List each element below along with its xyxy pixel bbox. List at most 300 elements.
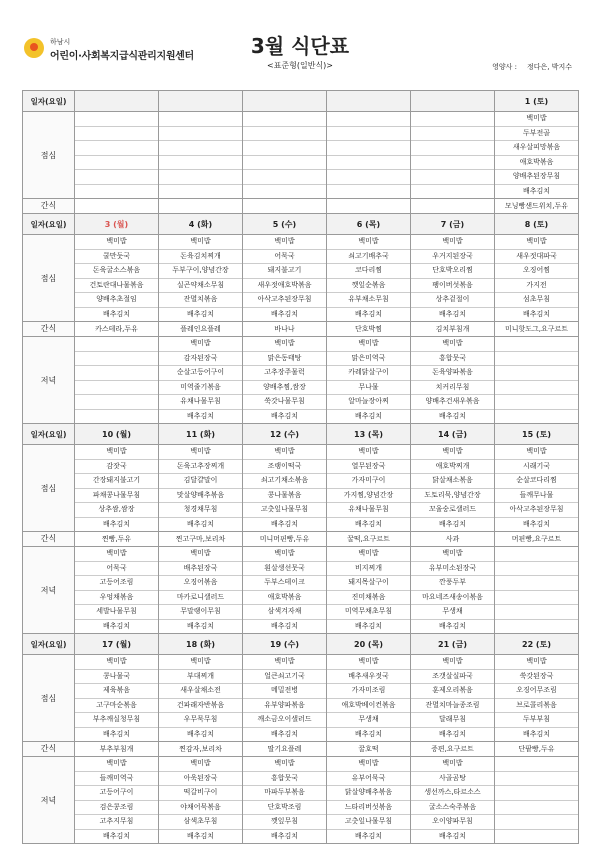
menu-item [495,337,578,352]
day-header-cell: 22 (토) [495,634,579,655]
center-name: 어린이·사회복지급식관리지원센터 [50,51,194,62]
menu-item [327,141,410,156]
menu-item: 배추김치 [102,309,131,318]
menu-item [159,141,242,156]
menu-item: 배추김치 [354,519,383,528]
menu-item: 백미밥 [327,655,410,670]
menu-item: 돼지목살구이 [327,576,410,591]
menu-type-subtitle: <표준형(일반식)> [266,61,334,70]
day-header-cell: 10 (월) [75,424,159,445]
menu-item [495,352,578,367]
menu-item: 돼지불고기 [243,264,326,279]
snack-cell [495,199,579,214]
menu-item [495,620,578,634]
menu-item: 새우살피망볶음 [495,141,578,156]
menu-item: 백미밥 [159,757,242,772]
menu-item: 애호박베이컨볶음 [327,699,410,714]
menu-item: 배추김치 [438,411,467,420]
menu-item: 깻잎순볶음 [327,279,410,294]
snack-item: 미니머핀빵,두유 [259,535,310,543]
snack-cell [243,532,327,547]
menu-item [495,801,578,816]
menu-item: 파채콩나물무침 [75,489,158,504]
menu-item: 카레닭살구이 [327,366,410,381]
menu-item [327,127,410,142]
menu-item: 배추김치 [270,411,299,420]
lunch-menu-cell [411,655,495,742]
snack-label: 간식 [23,199,75,214]
menu-item [75,112,158,127]
menu-item: 돈육양파볶음 [411,366,494,381]
menu-item [411,112,494,127]
menu-item: 배추김치 [354,621,383,630]
lunch-menu-cell [243,112,327,199]
menu-item: 백미밥 [495,235,578,250]
menu-item: 고추장주물럭 [243,366,326,381]
day-header-cell: 13 (목) [327,424,411,445]
menu-item: 김달걀말이 [159,474,242,489]
menu-item: 배추김치 [438,831,467,840]
day-header-cell: 14 (금) [411,424,495,445]
day-header-cell [327,91,411,112]
menu-item [495,366,578,381]
snack-item: 모닝빵샌드위치,두유 [504,202,569,210]
menu-item [75,337,158,352]
menu-item: 배추김치 [270,831,299,840]
menu-item: 백미밥 [495,445,578,460]
snack-row [23,532,579,547]
menu-item [75,381,158,396]
dinner-menu-cell [159,337,243,424]
day-header-cell: 19 (수) [243,634,327,655]
snack-cell [159,322,243,337]
menu-item: 가자미구이 [327,474,410,489]
menu-item: 쿨만둣국 [75,250,158,265]
day-header-cell: 12 (수) [243,424,327,445]
menu-item [75,410,158,424]
snack-item: 딸기요플레 [267,745,302,753]
menu-item: 콩나물볶음 [243,489,326,504]
menu-item: 백미밥 [243,235,326,250]
menu-item: 오징어찜 [495,264,578,279]
dinner-menu-cell [327,547,411,634]
snack-cell [411,199,495,214]
menu-item [159,185,242,199]
lunch-menu-cell [159,235,243,322]
menu-item: 돈육김치찌개 [159,250,242,265]
menu-item [495,591,578,606]
menu-item [75,395,158,410]
menu-item: 메밀전병 [243,684,326,699]
menu-item: 고춧잎나물무침 [327,815,410,830]
menu-item [411,170,494,185]
menu-item: 우거지된장국 [411,250,494,265]
day-header-cell: 1 (토) [495,91,579,112]
menu-item: 조갯살실파국 [411,670,494,685]
menu-item: 흰살생선뭇국 [243,562,326,577]
menu-item: 순살코다리찜 [495,474,578,489]
menu-item [243,112,326,127]
menu-item: 배추김치 [186,519,215,528]
menu-item [495,576,578,591]
lunch-row [23,445,579,532]
snack-item: 단호박찜 [354,325,383,333]
menu-item: 두부전골 [495,127,578,142]
day-header-cell: 21 (금) [411,634,495,655]
snack-item: 꿀떡,요구르트 [347,535,390,543]
menu-item: 어묵국 [243,250,326,265]
menu-item: 두부스테이크 [243,576,326,591]
menu-item: 백미밥 [75,445,158,460]
menu-item: 마요네즈새송이볶음 [411,591,494,606]
page-header [0,0,600,90]
dinner-menu-cell [243,337,327,424]
lunch-menu-cell [411,445,495,532]
menu-item [75,141,158,156]
menu-item: 백미밥 [327,337,410,352]
menu-item: 실곤약채소무침 [159,279,242,294]
lunch-menu-cell [411,235,495,322]
menu-item: 유채나물무침 [159,395,242,410]
menu-item: 순살고등어구이 [159,366,242,381]
menu-item: 들깨무나물 [495,489,578,504]
snack-item: 찐감자,보리차 [179,745,222,753]
menu-item: 생선까스,타르소스 [411,786,494,801]
menu-item: 양배추초절임 [75,293,158,308]
lunch-menu-cell [159,655,243,742]
dinner-menu-cell [159,757,243,844]
menu-item: 백미밥 [75,547,158,562]
snack-cell [327,199,411,214]
menu-item: 백미밥 [411,655,494,670]
menu-item: 백미밥 [75,757,158,772]
lunch-row [23,112,579,199]
menu-item: 백미밥 [243,445,326,460]
menu-item: 고추지무침 [75,815,158,830]
menu-item [495,830,578,844]
menu-item: 애호박볶음 [495,156,578,171]
dinner-label: 저녁 [23,547,75,634]
snack-item: 부추부침개 [99,745,134,753]
snack-cell [327,532,411,547]
menu-item: 백미밥 [495,655,578,670]
day-header-label: 일자(요일) [23,91,75,112]
menu-item: 백미밥 [159,445,242,460]
menu-item: 백미밥 [243,757,326,772]
menu-item: 단호박조림 [243,801,326,816]
lunch-menu-cell [243,655,327,742]
menu-item: 배추김치 [438,519,467,528]
day-header-cell [75,91,159,112]
menu-item: 두부부침 [495,713,578,728]
menu-item: 감자된장국 [159,352,242,367]
snack-item: 바나나 [274,325,295,333]
dinner-menu-cell [495,547,579,634]
menu-item [243,127,326,142]
lunch-menu-cell [327,655,411,742]
lunch-menu-cell [495,655,579,742]
menu-item: 훈제오리볶음 [411,684,494,699]
snack-item: 미니핫도그,요구르트 [504,325,569,333]
dinner-row [23,547,579,634]
menu-item: 야채어묵볶음 [159,801,242,816]
menu-item: 꼬울숭로샐러드 [411,503,494,518]
menu-item: 닭살양배추볶음 [327,786,410,801]
snack-cell [75,532,159,547]
menu-item: 청경채무침 [159,503,242,518]
nutritionist-label: 영양사 : [492,63,517,71]
snack-cell [159,199,243,214]
snack-item [75,199,158,213]
menu-item: 고등어구이 [75,786,158,801]
day-header-cell [411,91,495,112]
day-header-cell [243,91,327,112]
menu-item: 마카로니샐러드 [159,591,242,606]
menu-item: 배추김치 [186,831,215,840]
menu-item: 미역무채초무침 [327,605,410,620]
menu-item: 배추김치 [438,309,467,318]
menu-item: 백미밥 [327,235,410,250]
menu-item: 백미밥 [411,757,494,772]
menu-item: 간장돼지불고기 [75,474,158,489]
menu-item: 상추쌈,쌈장 [75,503,158,518]
dinner-menu-cell [411,337,495,424]
snack-cell [411,532,495,547]
snack-row [23,322,579,337]
menu-item: 배추김치 [522,729,551,738]
lunch-menu-cell [495,445,579,532]
menu-item: 양배추찜,쌈장 [243,381,326,396]
menu-item: 무생채 [327,713,410,728]
menu-item: 쑥갓나물무침 [243,395,326,410]
menu-item: 배추김치 [270,729,299,738]
menu-item: 가지찜,양념간장 [327,489,410,504]
lunch-menu-cell [75,655,159,742]
dinner-menu-cell [75,547,159,634]
snack-cell [495,742,579,757]
menu-item: 백미밥 [159,547,242,562]
day-header-cell: 4 (화) [159,214,243,235]
snack-cell [75,322,159,337]
menu-item: 배추김치 [102,621,131,630]
menu-item: 굴소스숙주볶음 [411,801,494,816]
snack-cell [75,199,159,214]
menu-item: 돈육고추장찌개 [159,460,242,475]
menu-item: 유채나물무침 [327,503,410,518]
snack-item [159,199,242,213]
snack-label: 간식 [23,742,75,757]
dinner-row [23,757,579,844]
snack-row [23,742,579,757]
menu-item: 깻잎무침 [243,815,326,830]
menu-item: 깨소금오이샐러드 [243,713,326,728]
menu-item: 떡갈비구이 [159,786,242,801]
menu-item: 백미밥 [243,547,326,562]
menu-item: 무생채 [411,605,494,620]
menu-item: 유부채소무침 [327,293,410,308]
menu-item: 새우살채소전 [159,684,242,699]
menu-item: 돈육굴소스볶음 [75,264,158,279]
snack-item [411,199,494,213]
snack-item: 증편,요구르트 [431,745,474,753]
menu-item: 백미밥 [411,445,494,460]
day-header-row [23,91,579,112]
day-header-cell [159,91,243,112]
menu-item [495,772,578,787]
menu-item [75,352,158,367]
lunch-label: 점심 [23,235,75,322]
menu-item: 배추김치 [186,621,215,630]
day-header-row [23,634,579,655]
menu-item: 무말랭이무침 [159,605,242,620]
menu-item: 가지전 [495,279,578,294]
menu-item: 배추김치 [102,519,131,528]
menu-item: 새우젓대파국 [495,250,578,265]
snack-cell [159,532,243,547]
menu-item: 브로콜리볶음 [495,699,578,714]
menu-item: 고춧잎나물무침 [243,503,326,518]
menu-item: 닭살채소볶음 [411,474,494,489]
menu-item [243,141,326,156]
menu-item: 조랭이떡국 [243,460,326,475]
menu-item: 미역줄기볶음 [159,381,242,396]
menu-item [75,185,158,199]
menu-item: 섬초무침 [495,293,578,308]
menu-item: 우무묵무침 [159,713,242,728]
menu-item: 백미밥 [159,337,242,352]
snack-cell [75,742,159,757]
dinner-menu-cell [411,757,495,844]
snack-item [327,199,410,213]
menu-item: 백미밥 [75,235,158,250]
menu-item: 검은콩조림 [75,801,158,816]
lunch-menu-cell [159,112,243,199]
menu-item: 흥합뭇국 [411,352,494,367]
city-name: 하남시 [50,38,71,46]
menu-item: 배추김치 [186,309,215,318]
dinner-menu-cell [411,547,495,634]
menu-item: 두부구이,양념간장 [159,264,242,279]
menu-item: 제육볶음 [75,684,158,699]
menu-item: 코다리찜 [327,264,410,279]
menu-item: 유부어묵국 [327,772,410,787]
day-header-cell: 3 (월) [75,214,159,235]
menu-item: 백미밥 [411,235,494,250]
day-header-row [23,214,579,235]
menu-item [327,185,410,199]
day-header-cell: 5 (수) [243,214,327,235]
menu-item [75,156,158,171]
snack-item: 찐고구마,보리차 [175,535,226,543]
menu-item: 가자미조림 [327,684,410,699]
menu-item: 건파래자반볶음 [159,699,242,714]
snack-row [23,199,579,214]
menu-item: 배추된장국 [159,562,242,577]
snack-cell [495,322,579,337]
menu-item [495,562,578,577]
dinner-label: 저녁 [23,757,75,844]
menu-item [327,112,410,127]
menu-item [411,185,494,199]
menu-item: 백미밥 [327,547,410,562]
snack-item: 단팥빵,두유 [518,745,555,753]
menu-item: 콩나물국 [75,670,158,685]
menu-item [411,127,494,142]
lunch-menu-cell [243,445,327,532]
menu-item: 배추김치 [102,729,131,738]
menu-item: 쑥갓된장국 [495,670,578,685]
day-header-label: 일자(요일) [23,424,75,445]
menu-item: 배추김치 [438,621,467,630]
snack-cell [495,532,579,547]
menu-item: 세발나물무침 [75,605,158,620]
menu-item: 치커리무침 [411,381,494,396]
lunch-menu-cell [75,235,159,322]
menu-item: 부추깨실청무침 [75,713,158,728]
snack-item: 찐빵,두유 [101,535,132,543]
menu-item: 배추김치 [522,519,551,528]
snack-item: 김치부침개 [435,325,470,333]
snack-label: 간식 [23,322,75,337]
lunch-menu-cell [327,445,411,532]
menu-item: 배추김치 [522,186,551,195]
nutritionist-names: 정다은, 박지수 [526,63,572,71]
menu-item: 상추겉절이 [411,293,494,308]
menu-item [243,156,326,171]
lunch-menu-cell [495,235,579,322]
snack-cell [411,742,495,757]
menu-item: 아욱된장국 [159,772,242,787]
menu-item: 무나물 [327,381,410,396]
menu-item [495,815,578,830]
day-header-cell: 20 (목) [327,634,411,655]
menu-item: 진미채볶음 [327,591,410,606]
menu-item: 백미밥 [243,337,326,352]
menu-item: 고구마순볶음 [75,699,158,714]
menu-item: 유부양파볶음 [243,699,326,714]
menu-item [75,170,158,185]
menu-item: 백미밥 [75,655,158,670]
menu-item: 우엉채볶음 [75,591,158,606]
menu-item [243,185,326,199]
menu-item [159,156,242,171]
menu-item: 아삭고추된장무침 [495,503,578,518]
dinner-row [23,337,579,424]
snack-item: 사과 [445,535,460,543]
menu-item: 양배추된장무침 [495,170,578,185]
menu-item: 아삭고추된장무침 [243,293,326,308]
menu-item: 시래기국 [495,460,578,475]
lunch-menu-cell [75,445,159,532]
snack-label: 간식 [23,532,75,547]
menu-item: 백미밥 [243,655,326,670]
menu-item: 배추김치 [354,729,383,738]
dinner-menu-cell [75,337,159,424]
menu-item: 백미밥 [159,235,242,250]
snack-cell [327,742,411,757]
meal-plan-table [22,90,579,844]
day-header-cell: 15 (토) [495,424,579,445]
day-header-cell: 17 (월) [75,634,159,655]
lunch-menu-cell [495,112,579,199]
dinner-label: 저녁 [23,337,75,424]
menu-item [159,112,242,127]
menu-item: 백미밥 [327,445,410,460]
snack-item: 머핀빵,요구르트 [511,535,562,543]
menu-item: 배추김치 [102,831,131,840]
snack-cell [243,199,327,214]
menu-item: 깐풍두부 [411,576,494,591]
